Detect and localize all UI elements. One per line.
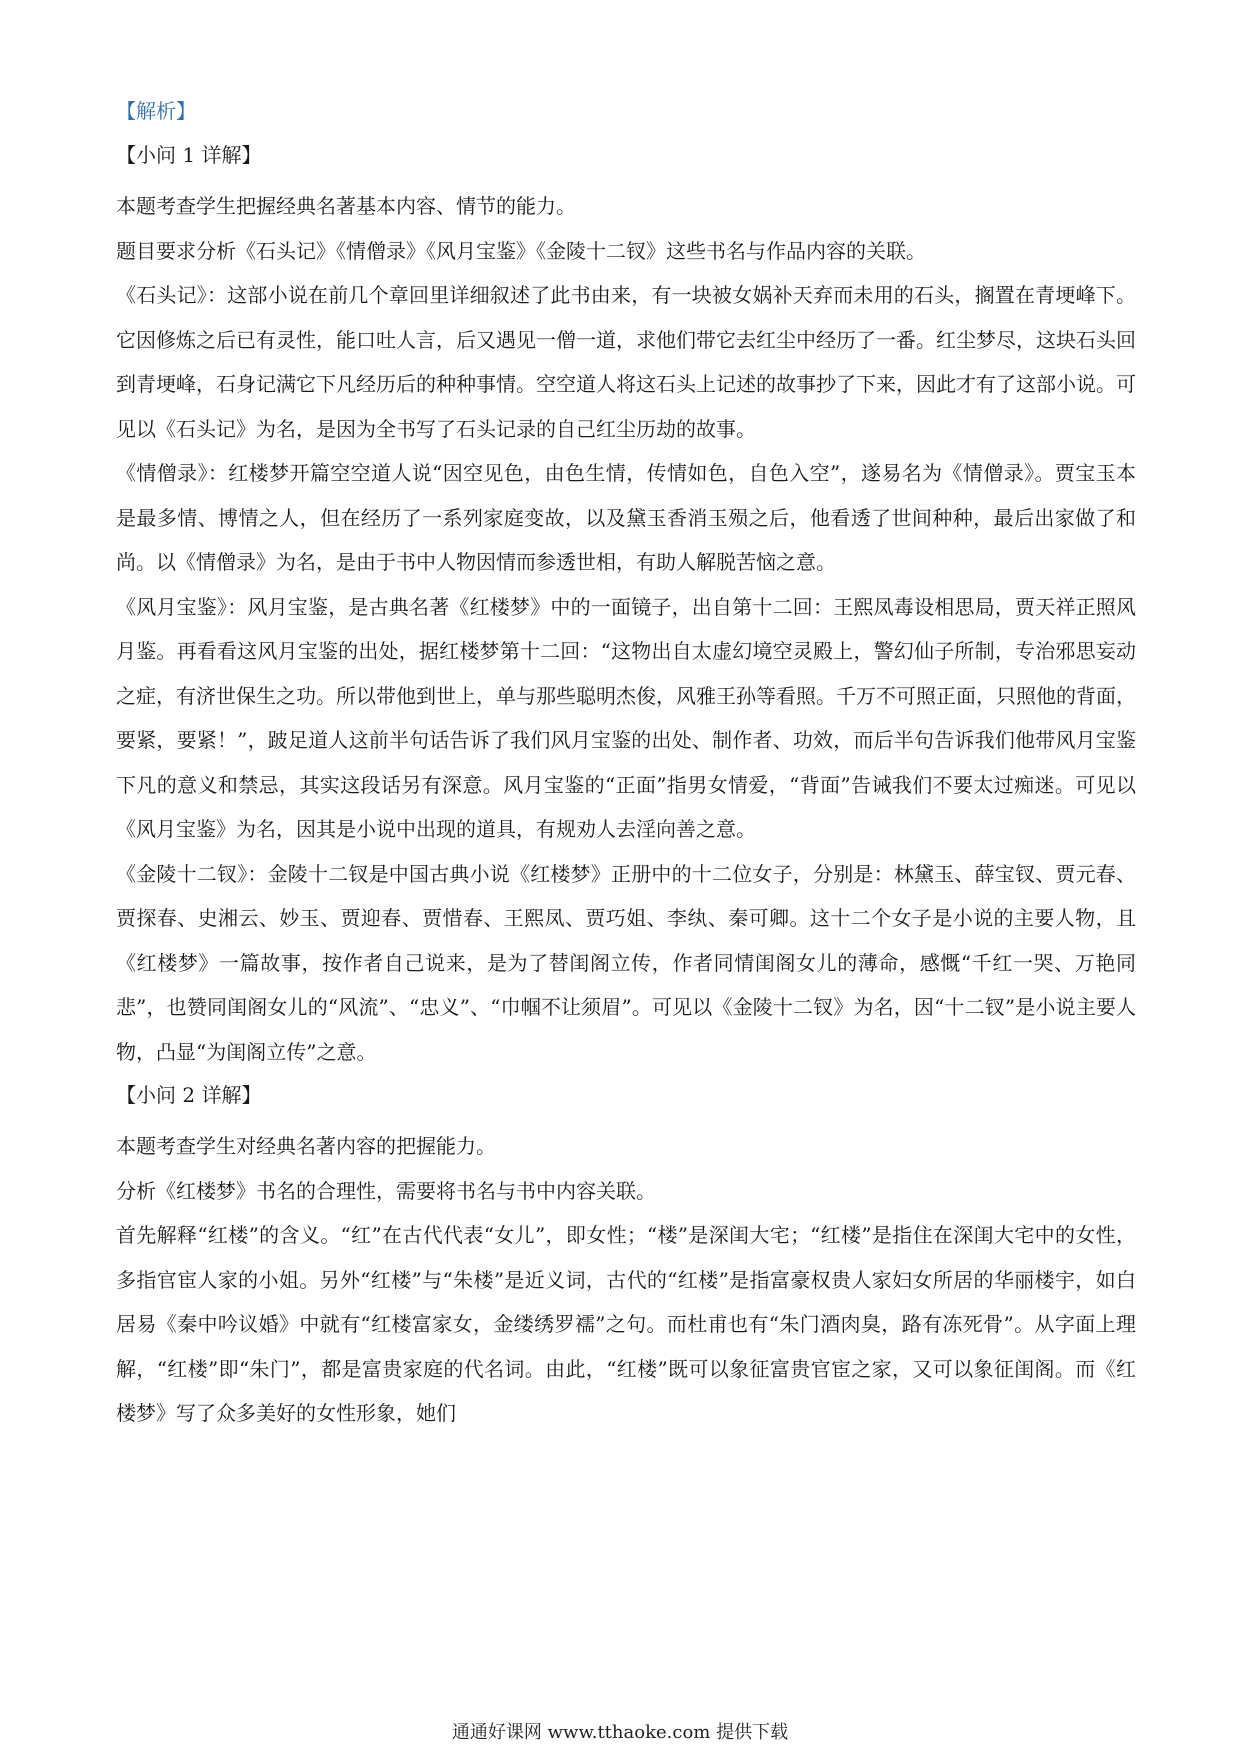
document-body [116,96,1136,1436]
question-2-body [116,1124,1136,1436]
paragraph: 本题考查学生把握经典名著基本内容、情节的能力。 [116,194,576,218]
paragraph: 《情僧录》：红楼梦开篇空空道人说“因空见色，由色生情，传情如色，自色入空”，遂易名为《情僧录》。贾宝玉本是最多情、博情之人，但在经历了一系列家庭变故，以及黛玉香消玉殒之后，他看透了世间种种，最后出家做了和尚。以《情僧录》为名，是由于书中人物因情而参透世相，有助人解脱苦恼之意。 [116,461,1136,574]
paragraph: 本题考查学生对经典名著内容的把握能力。 [116,1134,496,1158]
question-2-heading: 【小问 2 详解】 [116,1083,262,1107]
paragraph: 《风月宝鉴》：风月宝鉴，是古典名著《红楼梦》中的一面镜子，出自第十二回：王熙凤毒设相思局，贾天祥正照风月鉴。再看看这风月宝鉴的出处，据红楼梦第十二回：“这物出自太虚幻境空灵殿上，警幻仙子所制，专治邪思妄动之症，有济世保生之功。所以带他到世上，单与那些聪明杰俊，风雅王孙等看照。千万不可照正面，只照他的背面，要紧，要紧！”，跛足道人这前半句话告诉了我们风月宝鉴的出处、制作者、功效，而后半句告诉我们他带风月宝鉴下凡的意义和禁忌，其实这段话另有深意。风月宝鉴的“正面”指男女情爱，“背面”告诫我们不要太过痴迷。可见以《风月宝鉴》为名，因其是小说中出现的道具，有规劝人去淫向善之意。 [116,594,1136,841]
paragraph: 《金陵十二钗》：金陵十二钗是中国古典小说《红楼梦》正册中的十二位女子，分别是：林黛玉、薛宝钗、贾元春、贾探春、史湘云、妙玉、贾迎春、贾惜春、王熙凤、贾巧姐、李纨、秦可卿。这十二个女子是小说的主要人物，且《红楼梦》一篇故事，按作者自己说来，是为了替闺阁立传，作者同情闺阁女儿的薄命，感慨“千红一哭、万艳同悲”，也赞同闺阁女儿的“风流”、“忠义”、“巾帼不让须眉”。可见以《金陵十二钗》为名，因“十二钗”是小说主要人物，凸显“为闺阁立传”之意。 [116,861,1136,1064]
question-1-heading: 【小问 1 详解】 [116,143,262,167]
page-footer: 通通好课网 www.tthaoke.com 提供下载 [451,1722,789,1743]
paragraph: 分析《红楼梦》书名的合理性，需要将书名与书中内容关联。 [116,1178,656,1203]
paragraph: 首先解释“红楼”的含义。“红”在古代代表“女儿”，即女性；“楼”是深闺大宅；“红楼”是指住在深闺大宅中的女性，多指官宦人家的小姐。另外“红楼”与“朱楼”是近义词，古代的“红楼”是指富豪权贵人家妇女所居的华丽楼宇，如白居易《秦中吟议婚》中就有“红楼富家女，金缕绣罗襦”之句。而杜甫也有“朱门酒肉臭，路有冻死骨”。从字面上理解，“红楼”即“朱门”，都是富贵家庭的代名词。由此，“红楼”既可以象征富贵官宦之家，又可以象征闺阁。而《红楼梦》写了众多美好的女性形象，她们 [116,1223,1136,1425]
paragraph: 题目要求分析《石头记》《情僧录》《风月宝鉴》《金陵十二钗》这些书名与作品内容的关联。 [116,238,926,263]
analysis-heading: 【解析】 [116,99,196,123]
paragraph: 《石头记》：这部小说在前几个章回里详细叙述了此书由来，有一块被女娲补天弃而未用的石头，搁置在青埂峰下。它因修炼之后已有灵性，能口吐人言，后又遇见一僧一道，求他们带它去红尘中经历了一番。红尘梦尽，这块石头回到青埂峰，石身记满它下凡经历后的种种事情。空空道人将这石头上记述的故事抄了下来，因此才有了这部小说。可见以《石头记》为名，是因为全书写了石头记录的自己红尘历劫的故事。 [116,283,1136,441]
question-1-body [116,184,1136,1074]
